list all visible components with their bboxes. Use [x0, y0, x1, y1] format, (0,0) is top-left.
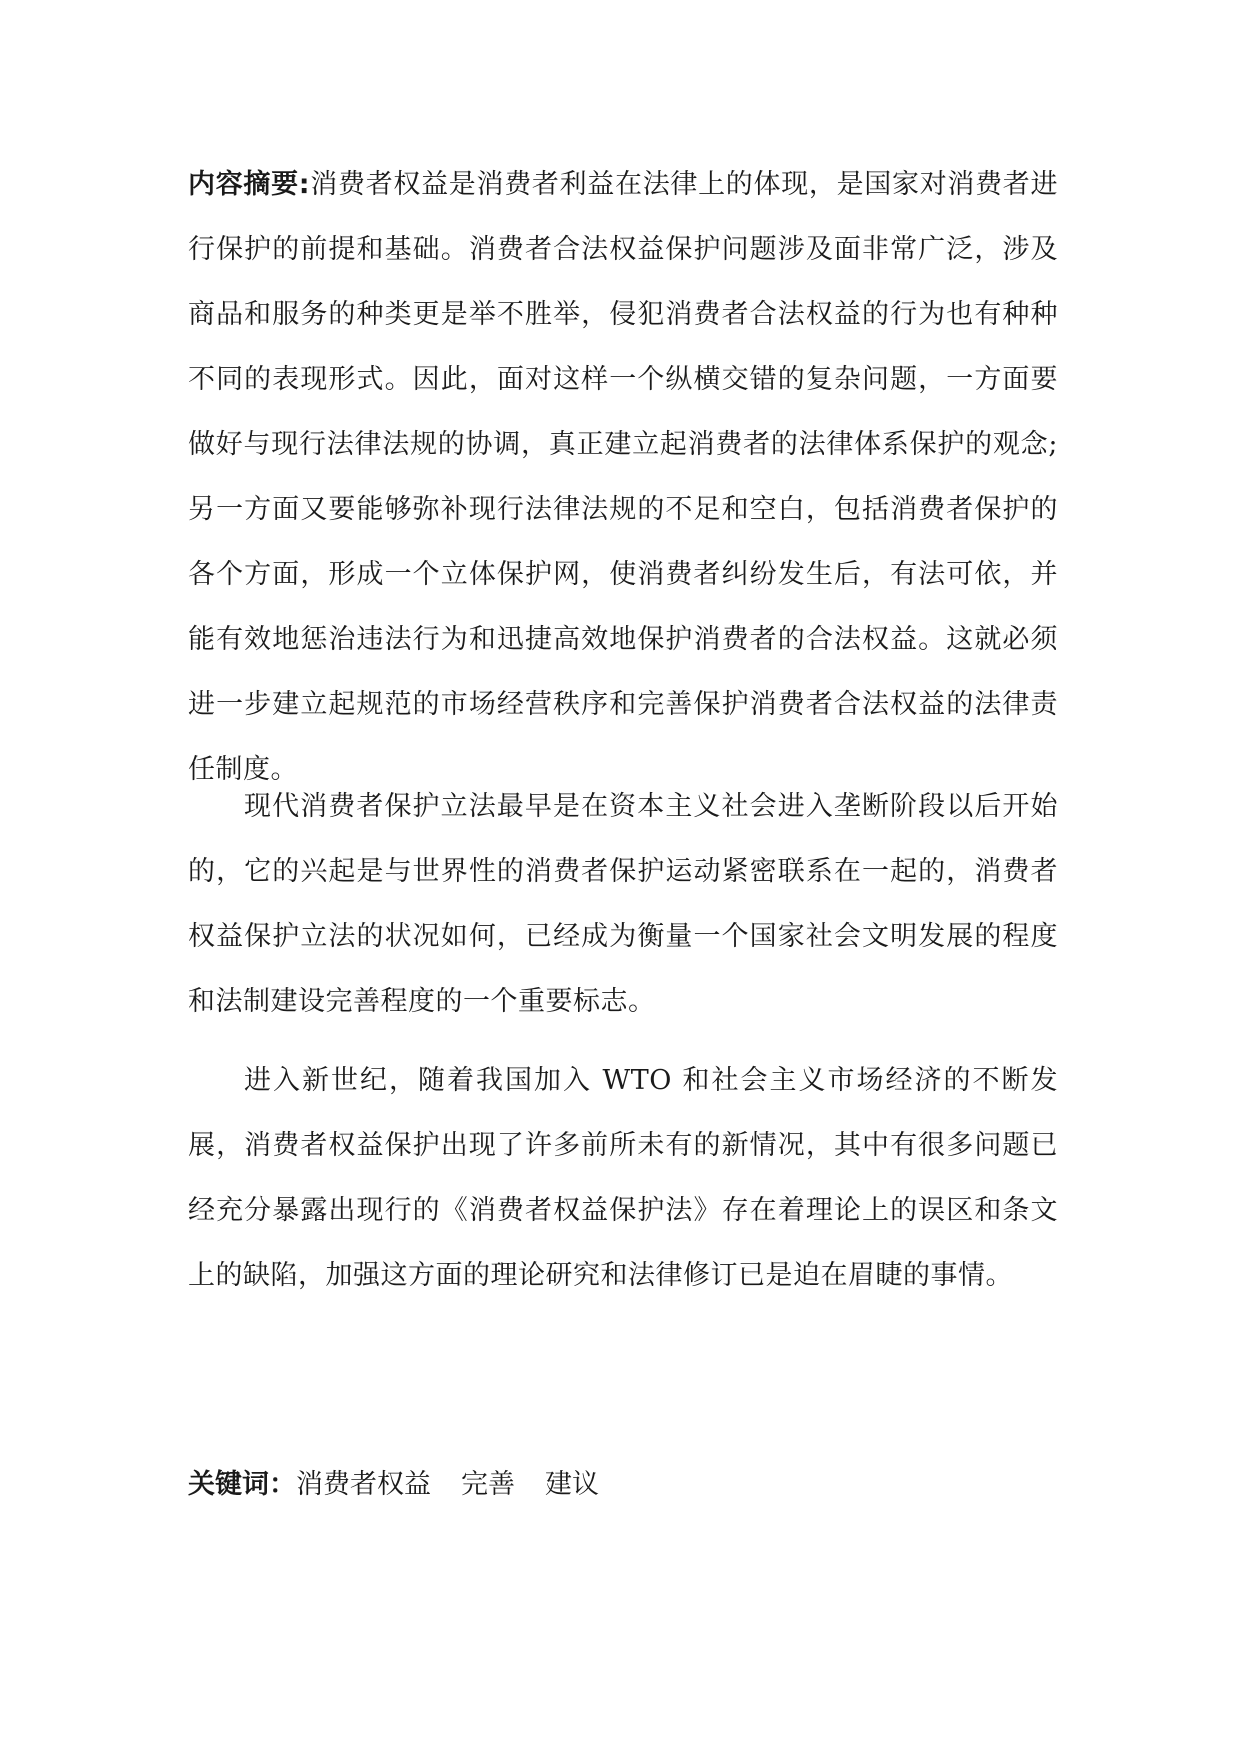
- keyword: 完善: [461, 1469, 515, 1500]
- abstract-paragraph: [188, 152, 1058, 802]
- body-paragraph: 现代消费者保护立法最早是在资本主义社会进入垄断阶段以后开始的，它的兴起是与世界性的消费者保护运动紧密联系在一起的，消费者权益保护立法的状况如何，已经成为衡量一个国家社会文明发展的程度和法制建设完善程度的一个重要标志。: [188, 791, 1058, 1017]
- abstract-label: 内容摘要:: [188, 169, 311, 200]
- keywords-line: [188, 1465, 629, 1505]
- keyword: 消费者权益: [296, 1469, 431, 1500]
- keywords-label: 关键词：: [188, 1469, 296, 1500]
- keyword: 建议: [545, 1469, 599, 1500]
- body-paragraph: 进入新世纪，随着我国加入 WTO 和社会主义市场经济的不断发展，消费者权益保护出现了许多前所未有的新情况，其中有很多问题已经充分暴露出现行的《消费者权益保护法》存在着理论上的误区和条文上的缺陷，加强这方面的理论研究和法律修订已是迫在眉睫的事情。: [188, 1065, 1058, 1291]
- abstract-text: 消费者权益是消费者利益在法律上的体现，是国家对消费者进行保护的前提和基础。消费者合法权益保护问题涉及面非常广泛，涉及商品和服务的种类更是举不胜举，侵犯消费者合法权益的行为也有种种不同的表现形式。因此，面对这样一个纵横交错的复杂问题，一方面要做好与现行法律法规的协调，真正建立起消费者的法律体系保护的观念;另一方面又要能够弥补现行法律法规的不足和空白，包括消费者保护的各个方面，形成一个立体保护网，使消费者纠纷发生后，有法可依，并能有效地惩治违法行为和迅捷高效地保护消费者的合法权益。这就必须进一步建立起规范的市场经营秩序和完善保护消费者合法权益的法律责任制度。: [188, 169, 1058, 785]
